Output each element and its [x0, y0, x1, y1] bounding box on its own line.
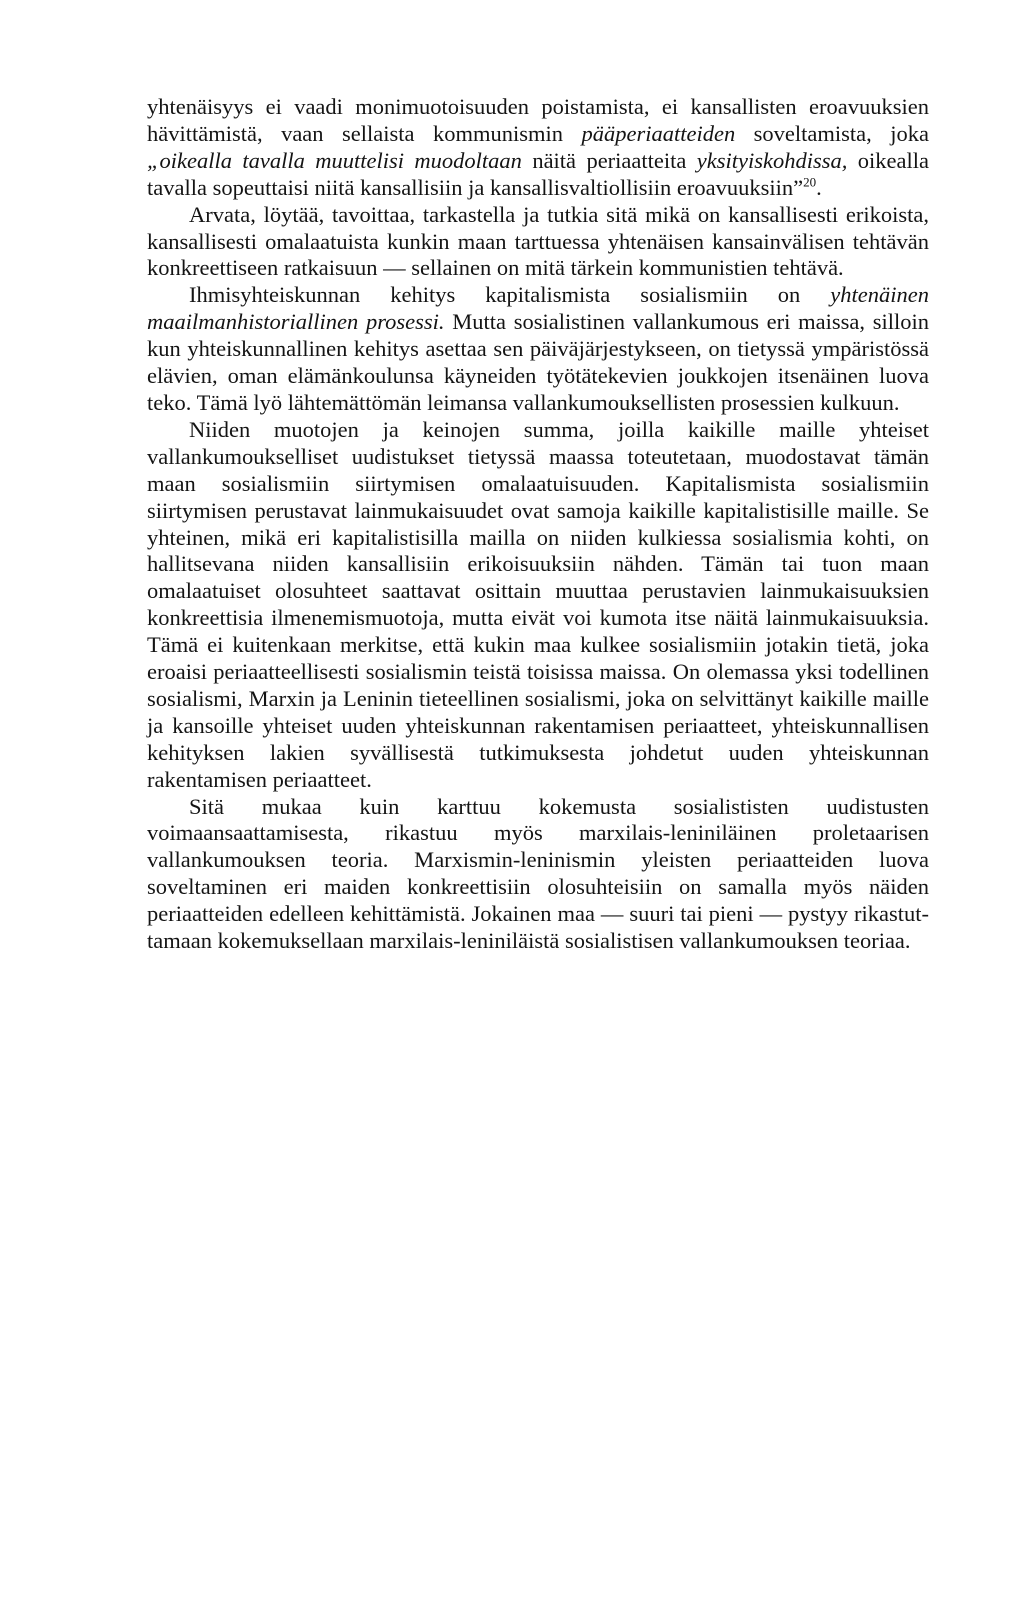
paragraph-2-text-1: Arvata, löytää, tavoittaa, tarkastella ja tutkia sitä mikä on kansallisesti erikoista, kansallisesti omalaatuista kunkin maan tarttuessa yhtenäisen kansainvälisen tehtävän konkreettiseen ratkaisuun — sellainen on mitä tärkein kommunistien tehtävä. — [147, 201, 929, 281]
paragraph-1-text-2: soveltamista, joka — [735, 120, 929, 146]
paragraph-3-italic-1: yhtenäinen maailmanhistoriallinen prosessi. — [147, 282, 929, 335]
paragraph-1 — [147, 94, 929, 202]
paragraph-1-text-1: yhtenäisyys ei vaadi monimuotoisuuden poistamista, ei kansallisten eroavuuksien hävittämistä, vaan sellaista kommunismin — [147, 94, 929, 146]
footnote-reference: 20 — [803, 174, 817, 190]
page-text — [147, 94, 929, 955]
paragraph-3-text-2: Mutta sosialistinen vallankumous eri maissa, silloin kun yhteiskunnallinen kehitys asettaa sen päiväjärjestykseen, on tietyssä ympäristössä elävien, oman elämänkoulunsa käyneiden työtätekevien joukkojen itsenäinen luova teko. Tämä lyö lähtemättömän leimansa vallankumouksellisten prosessien kulkuun. — [147, 309, 929, 415]
paragraph-1-text-4: oikealla tavalla sopeuttaisi niitä kansallisiin ja kansallisvaltiollisiin eroavuuksiin” — [147, 147, 929, 200]
paragraph-5-text-1: Sitä mukaa kuin karttuu kokemusta sosialististen uudistusten voimaansaattamisesta, rikastuu myös marxilais-leniniläinen proletaarisen vallankumouksen teoria. Marxismin-leninismin yleisten periaatteiden luova soveltaminen eri maiden konkreettisiin olosuhteisiin on samalla myös näiden periaatteiden edelleen kehittämistä. Jokainen maa — suuri tai pieni — pystyy rikastuttamaan kokemuksellaan marxilais-leniniläistä sosialistisen vallankumouksen teoriaa. — [147, 793, 929, 954]
paragraph-3 — [147, 282, 929, 417]
paragraph-2 — [147, 202, 929, 283]
paragraph-5 — [147, 794, 929, 955]
paragraph-4-text-1: Niiden muotojen ja keinojen summa, joilla kaikille maille yhteiset vallankumoukselliset uudistukset tietyssä maassa toteutetaan, muodostavat tämän maan sosialismiin siirtymisen omalaatuisuuden. Kapitalismista sosialismiin siirtymisen perustavat lainmukaisuudet ovat samoja kaikille kapitalistisille maille. Se yhteinen, mikä eri kapitalistisilla mailla on niiden kulkiessa sosialismia kohti, on hallitsevana niiden kansallisiin erikoisuuksiin nähden. Tämän tai tuon maan omalaatuiset olosuhteet saattavat osittain muuttaa perustavien lainmukaisuuksien konkreettisia ilmenemismuotoja, mutta eivät voi kumota itse näitä lainmukaisuuksia. Tämä ei kuitenkaan merkitse, että kukin maa kulkee sosialismiin jotakin tietä, joka eroaisi periaatteellisesti sosialismin teistä toisissa maissa. On olemassa yksi todellinen sosialismi, Marxin ja Leninin tieteellinen sosialismi, joka on selvittänyt kaikille maille ja kansoille yhteiset uuden yhteiskunnan rakentamisen periaatteet, yhteiskunnallisen kehityksen lakien syvällisestä tutkimuksesta johdetut uuden yhteiskunnan rakentamisen periaatteet. — [147, 416, 929, 792]
paragraph-1-text-5: . — [816, 174, 822, 200]
paragraph-4 — [147, 417, 929, 794]
paragraph-1-italic-1: pääperiaatteiden — [581, 120, 736, 146]
paragraph-1-text-3: näitä periaatteita — [521, 147, 697, 173]
paragraph-3-text-1: Ihmisyhteiskunnan kehitys kapitalismista sosialismiin on — [189, 282, 831, 308]
paragraph-1-italic-3: yksityiskohdissa, — [696, 147, 848, 173]
paragraph-1-italic-2: „oikealla tavalla muuttelisi muodoltaan — [147, 147, 522, 173]
